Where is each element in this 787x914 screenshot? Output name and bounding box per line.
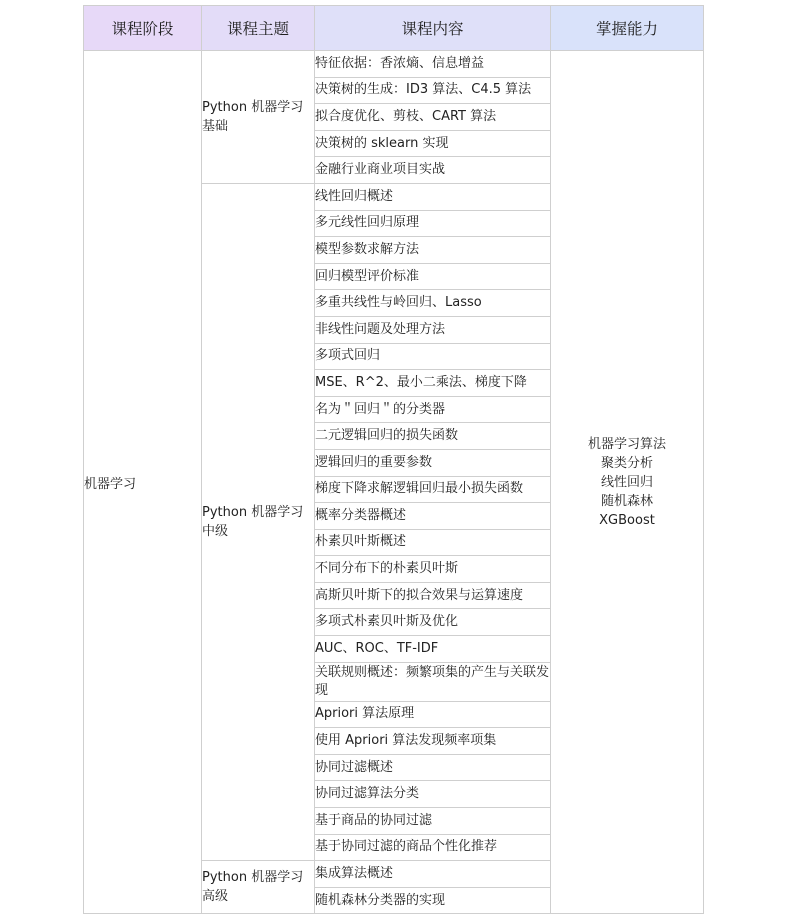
content-item: 拟合度优化、剪枝、CART 算法 <box>315 104 551 131</box>
content-item: 决策树的 sklearn 实现 <box>315 130 551 157</box>
content-item: 协同过滤概述 <box>315 754 551 781</box>
content-item: 基于协同过滤的商品个性化推荐 <box>315 834 551 861</box>
content-item: 逻辑回归的重要参数 <box>315 449 551 476</box>
course-table <box>83 5 704 914</box>
topic-cell-advanced: Python 机器学习高级 <box>202 861 315 914</box>
skill-item: 随机森林 <box>600 493 653 509</box>
content-item: 决策树的生成：ID3 算法、C4.5 算法 <box>315 77 551 104</box>
content-item: 基于商品的协同过滤 <box>315 808 551 835</box>
content-item: 多项式朴素贝叶斯及优化 <box>315 609 551 636</box>
content-item: 多项式回归 <box>315 343 551 370</box>
content-item: 高斯贝叶斯下的拟合效果与运算速度 <box>315 582 551 609</box>
content-item: 概率分类器概述 <box>315 503 551 530</box>
header-row <box>84 6 704 51</box>
topic-cell-basic: Python 机器学习基础 <box>202 51 315 184</box>
stage-cell: 机器学习 <box>84 51 202 914</box>
content-item: MSE、R^2、最小二乘法、梯度下降 <box>315 370 551 397</box>
content-item: 多重共线性与岭回归、Lasso <box>315 290 551 317</box>
header-topic: 课程主题 <box>202 6 315 51</box>
content-item: 协同过滤算法分类 <box>315 781 551 808</box>
content-item: 朴素贝叶斯概述 <box>315 529 551 556</box>
content-item: 梯度下降求解逻辑回归最小损失函数 <box>315 476 551 503</box>
content-item: 随机森林分类器的实现 <box>315 887 551 914</box>
content-item: 二元逻辑回归的损失函数 <box>315 423 551 450</box>
skills-cell <box>551 51 704 914</box>
content-item: 模型参数求解方法 <box>315 237 551 264</box>
skill-item: XGBoost <box>599 512 655 528</box>
content-item: AUC、ROC、TF-IDF <box>315 636 551 663</box>
content-item: 特征依据：香浓熵、信息增益 <box>315 51 551 78</box>
content-item: 不同分布下的朴素贝叶斯 <box>315 556 551 583</box>
content-item: 线性回归概述 <box>315 183 551 210</box>
content-item: 集成算法概述 <box>315 861 551 888</box>
content-item: 回归模型评价标准 <box>315 263 551 290</box>
content-item: 名为＂回归＂的分类器 <box>315 396 551 423</box>
content-item: 非线性问题及处理方法 <box>315 316 551 343</box>
header-stage: 课程阶段 <box>84 6 202 51</box>
content-item: 多元线性回归原理 <box>315 210 551 237</box>
table-row <box>84 51 704 78</box>
content-item: 使用 Apriori 算法发现频率项集 <box>315 728 551 755</box>
topic-cell-intermediate: Python 机器学习中级 <box>202 183 315 860</box>
content-item: 金融行业商业项目实战 <box>315 157 551 184</box>
skill-item: 线性回归 <box>600 474 653 490</box>
content-item: 关联规则概述：频繁项集的产生与关联发现 <box>315 662 551 701</box>
content-item: Apriori 算法原理 <box>315 701 551 728</box>
skill-item: 机器学习算法 <box>587 436 666 452</box>
header-content: 课程内容 <box>315 6 551 51</box>
header-skills: 掌握能力 <box>551 6 704 51</box>
skill-item: 聚类分析 <box>600 455 653 471</box>
